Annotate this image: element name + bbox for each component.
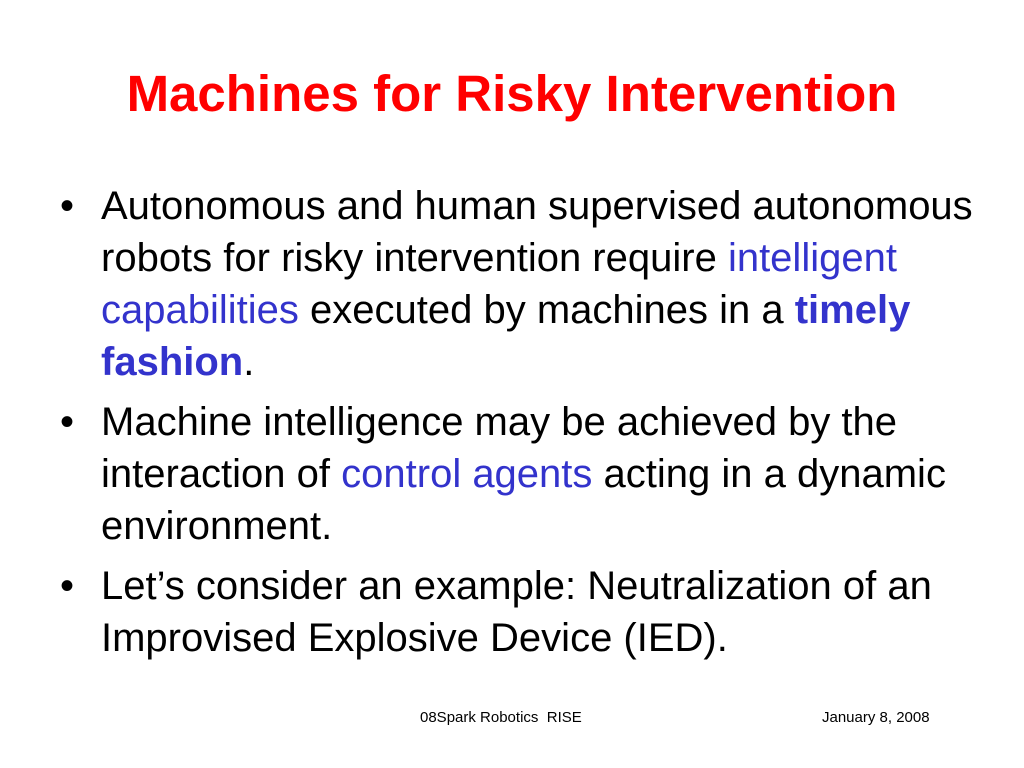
slide-title: Machines for Risky Intervention bbox=[126, 65, 898, 122]
bullet-glyph: • bbox=[60, 564, 75, 608]
bullet-list bbox=[60, 180, 980, 672]
bullet-text-segment: Let’s consider an example: Neutralization of an Improvised Explosive Device (IED). bbox=[101, 564, 932, 660]
bullet-text-segment: acting in a dynamic environment. bbox=[101, 452, 946, 548]
bullet-item bbox=[60, 180, 980, 388]
bullet-text-segment: executed by machines in a bbox=[298, 288, 795, 332]
footer-date: January 8, 2008 bbox=[822, 709, 930, 726]
bullet-glyph: • bbox=[60, 184, 75, 228]
highlight-intelligent-capabilities: intelligent capabilities bbox=[101, 236, 897, 332]
highlight-timely-fashion: timely fashion bbox=[101, 288, 911, 384]
bullet-text-segment: . bbox=[243, 340, 255, 384]
highlight-control-agents: control agents bbox=[341, 452, 593, 496]
bullet-item bbox=[60, 560, 980, 664]
bullet-text-segment: Autonomous and human supervised autonomous robots for risky intervention require bbox=[101, 184, 973, 280]
bullet-item bbox=[60, 396, 980, 552]
bullet-text-segment: Machine intelligence may be achieved by the interaction of bbox=[101, 400, 898, 496]
bullet-glyph: • bbox=[60, 400, 75, 444]
footer-presentation-name: 08Spark Robotics RISE bbox=[420, 709, 582, 726]
